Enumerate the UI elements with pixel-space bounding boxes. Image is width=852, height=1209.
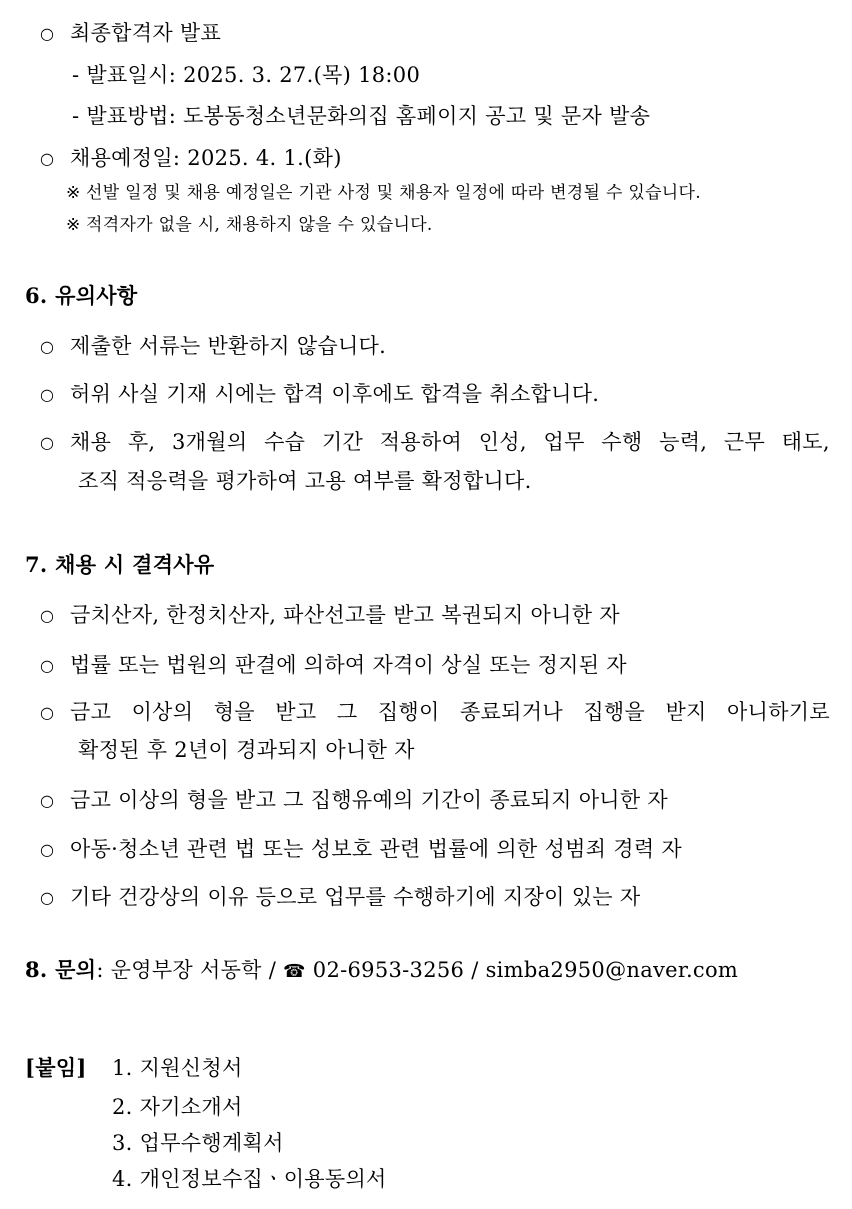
disqualification-text: 기타 건강상의 이유 등으로 업무를 수행하기에 지장이 있는 자 — [70, 885, 641, 909]
attachment-item: 1. 지원신청서 — [112, 1056, 243, 1080]
disqualification-item — [40, 600, 620, 631]
bullet: ○ — [40, 433, 55, 452]
caution-item — [40, 379, 599, 410]
word: 아니하기로 — [727, 700, 830, 724]
probation-line-1 — [70, 427, 830, 457]
disqualification-item — [40, 650, 627, 681]
word: 수행 — [601, 430, 643, 454]
bullet: ○ — [40, 385, 55, 404]
phone-number: 02-6953-3256 — [312, 958, 465, 982]
disqualification-text: 금치산자, 한정치산자, 파산선고를 받고 복권되지 아니한 자 — [70, 603, 620, 627]
caution-text: 허위 사실 기재 시에는 합격 이후에도 합격을 취소합니다. — [70, 382, 600, 406]
disqualification-text: 아동·청소년 관련 법 또는 성보호 관련 법률에 의한 성범죄 경력 자 — [70, 837, 682, 861]
word: 받고 — [275, 700, 317, 724]
attachments-label: [붙임] — [25, 1055, 87, 1080]
bullet: ○ — [40, 656, 55, 675]
word: 업무 — [543, 430, 585, 454]
bullet: ○ — [40, 791, 55, 810]
caution-text: 제출한 서류는 반환하지 않습니다. — [70, 334, 387, 358]
word: 3개월의 — [172, 430, 248, 454]
disqualification-text: 법률 또는 법원의 판결에 의하여 자격이 상실 또는 정지된 자 — [70, 653, 627, 677]
word: 형을 — [213, 700, 255, 724]
attachment-item: 3. 업무수행계획서 — [112, 1131, 284, 1155]
note-text: 선발 일정 및 채용 예정일은 기관 사정 및 채용자 일정에 따라 변경될 수 있습니다. — [86, 183, 701, 203]
separator: / — [471, 958, 479, 982]
contact-person: : 운영부장 서동학 / — [96, 958, 277, 982]
phone-icon: ☎ — [283, 961, 306, 982]
bullet: ○ — [40, 24, 55, 43]
bullet: ○ — [40, 888, 55, 907]
attachment-item: 2. 자기소개서 — [112, 1095, 243, 1119]
final-announce-item — [40, 18, 221, 49]
hire-date-item — [40, 143, 342, 174]
probation-line-2: 조직 적응력을 평가하여 고용 여부를 확정합니다. — [78, 469, 532, 493]
word: 종료되거나 — [459, 700, 563, 724]
bullet: ○ — [40, 703, 55, 722]
no-candidate-note — [66, 213, 433, 237]
word: 태도, — [781, 430, 830, 454]
bullet: ○ — [40, 606, 55, 625]
note-text: 적격자가 없을 시, 채용하지 않을 수 있습니다. — [86, 215, 433, 235]
email-address: simba2950@naver.com — [485, 958, 739, 982]
announce-method: - 발표방법: 도봉동청소년문화의집 홈페이지 공고 및 문자 발송 — [72, 104, 651, 128]
sentence-line-1 — [70, 697, 830, 727]
bullet: ○ — [40, 149, 55, 168]
word: 적용하여 — [379, 430, 463, 454]
word: 채용 — [70, 430, 112, 454]
section-6-heading: 6. 유의사항 — [25, 283, 138, 308]
word: 후, — [127, 430, 156, 454]
disqualification-item — [40, 882, 640, 913]
disqualification-item — [40, 785, 668, 816]
word: 그 — [336, 700, 358, 724]
word: 인성, — [478, 430, 527, 454]
section-7-heading: 7. 채용 시 결격사유 — [25, 552, 215, 577]
attachment-item: 4. 개인정보수집ㆍ이용동의서 — [112, 1167, 387, 1191]
schedule-note — [66, 181, 701, 205]
word: 금고 — [70, 700, 112, 724]
word: 근무 — [723, 430, 766, 454]
word: 이상의 — [131, 700, 194, 724]
sentence-line-2: 확정된 후 2년이 경과되지 아니한 자 — [78, 738, 415, 762]
bullet: ○ — [40, 337, 55, 356]
word: 수습 — [264, 430, 306, 454]
word: 집행을 — [583, 700, 646, 724]
word: 집행이 — [377, 700, 440, 724]
contact-line — [25, 955, 738, 987]
word: 기간 — [321, 430, 364, 454]
disqualification-item-sentence — [40, 697, 70, 728]
announce-date: - 발표일시: 2025. 3. 27.(목) 18:00 — [72, 63, 421, 87]
hire-date-label: 채용예정일: 2025. 4. 1.(화) — [70, 146, 342, 170]
reference-mark: ※ — [66, 215, 81, 235]
final-announce-label: 최종합격자 발표 — [70, 21, 222, 45]
bullet: ○ — [40, 840, 55, 859]
disqualification-text: 금고 이상의 형을 받고 그 집행유예의 기간이 종료되지 아니한 자 — [70, 788, 669, 812]
caution-item — [40, 331, 386, 362]
caution-item-probation — [40, 427, 70, 458]
word: 받지 — [665, 700, 707, 724]
reference-mark: ※ — [66, 183, 81, 203]
word: 능력, — [659, 430, 708, 454]
section-8-heading: 8. 문의 — [25, 957, 97, 982]
disqualification-item — [40, 834, 682, 865]
